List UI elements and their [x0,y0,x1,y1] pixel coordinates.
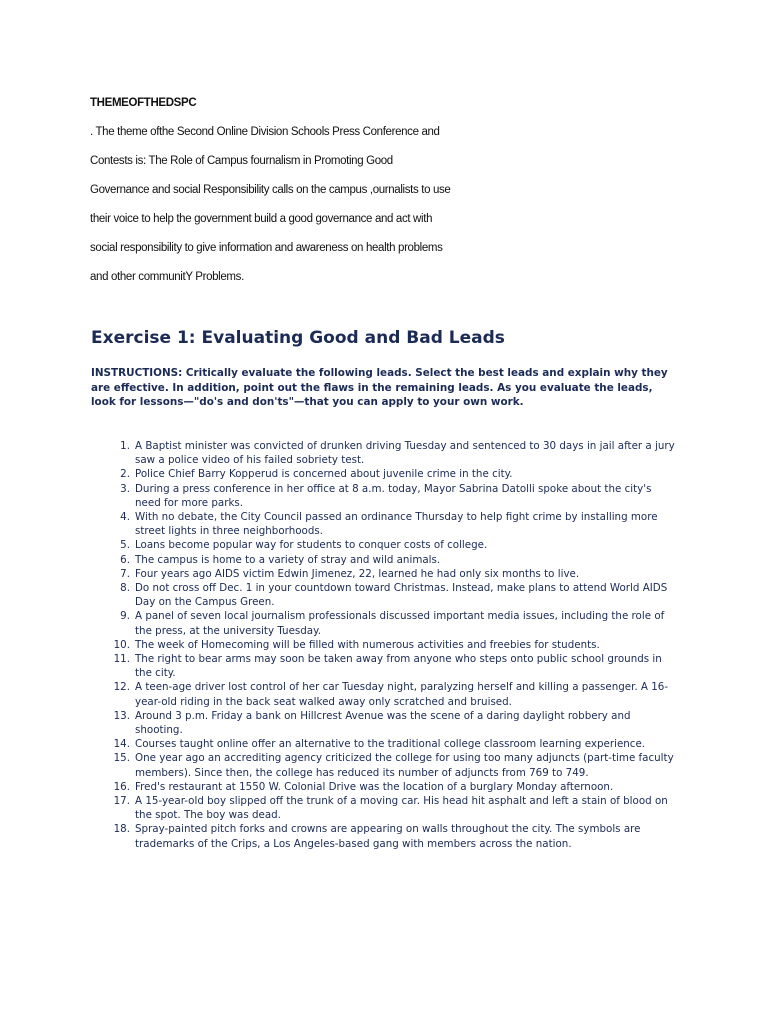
theme-section [90,96,530,299]
instructions-paragraph: INSTRUCTIONS: Critically evaluate the following leads. Select the best leads and explain why they are effective. In addition, point out the flaws in the remaining leads. As you evaluate the leads, look for lessons—"do's and don'ts"—that you can apply to your own work. [91,367,668,408]
list-item-number: 11. [113,653,130,666]
list-item-text: Courses taught online offer an alternative to the traditional college classroom learning experience. [135,738,646,751]
list-item [95,680,680,708]
list-item-number: 1. [120,440,130,452]
list-item-text: With no debate, the City Council passed an ordinance Thursday to help fight crime by installing more street lights in three neighborhoods. [135,511,658,538]
list-item-number: 18. [113,823,130,836]
exercise-title: Exercise 1: Evaluating Good and Bad Leads [91,328,505,348]
list-item-text: Loans become popular way for students to conquer costs of college. [135,539,488,552]
list-item-number: 15. [113,752,130,765]
list-item [95,538,680,552]
list-item-text: Do not cross off Dec. 1 in your countdown toward Christmas. Instead, make plans to attend World AIDS Day on the Campus Green. [135,582,668,609]
list-item [95,439,680,467]
list-item-number: 8. [120,582,130,595]
list-item-number: 7. [120,567,130,580]
list-item [95,467,680,481]
list-item-text: One year ago an accrediting agency criticized the college for using too many adjuncts (part-time faculty members). Since then, the college has reduced its number of adjuncts from 769 to 749. [135,752,674,779]
list-item-text: A panel of seven local journalism professionals discussed important media issues, including the role of the press, at the university Tuesday. [135,610,665,637]
list-item-number: 16. [113,780,130,793]
list-item [95,567,680,581]
list-item [95,794,680,822]
list-item-number: 13. [113,709,130,722]
list-item [95,737,680,751]
list-item-text: During a press conference in her office at 8 a.m. today, Mayor Sabrina Datolli spoke about the city's need for more parks. [135,482,652,509]
list-item [95,822,680,850]
list-item [95,780,680,794]
list-item [95,751,680,779]
list-item-number: 5. [120,539,130,552]
list-item-number: 2. [120,468,130,481]
list-item-text: Around 3 p.m. Friday a bank on Hillcrest Avenue was the scene of a daring daylight robbery and shooting. [135,709,631,737]
list-item-number: 9. [120,610,130,623]
list-item-number: 3. [120,482,130,495]
theme-line: social responsibility to give information and awareness on health problems [90,242,443,254]
theme-line: their voice to help the government build a good governance and act with [90,213,433,225]
list-item-text: Fred's restaurant at 1550 W. Colonial Drive was the location of a burglary Monday afternoon. [135,780,614,793]
list-item-number: 4. [120,511,130,524]
theme-line: and other communitY Problems. [90,271,244,283]
list-item-text: Four years ago AIDS victim Edwin Jimenez, 22, learned he had only six months to live. [135,567,580,580]
list-item-text: A Baptist minister was convicted of drunken driving Tuesday and sentenced to 30 days in jail after a jury saw a police video of his failed sobriety test. [135,440,675,467]
list-item [95,510,680,538]
list-item-text: The campus is home to a variety of stray and wild animals. [135,553,441,566]
list-item-text: Spray-painted pitch forks and crowns are appearing on walls throughout the city. The symbols are trademarks of the Crips, a Los Angeles-based gang with members across the nation. [135,823,641,850]
list-item [95,553,680,567]
list-item [95,609,680,637]
exercise-section [91,326,691,410]
leads-list [95,439,680,851]
list-item-number: 10. [113,638,130,651]
list-item-number: 12. [113,681,130,694]
list-item [95,581,680,609]
list-item-number: 17. [113,795,130,808]
theme-line: Contests is: The Role of Campus fournalism in Promoting Good [90,155,393,167]
list-item [95,482,680,510]
list-item-number: 6. [120,553,130,566]
theme-heading: THEMEOFTHEDSPC [90,97,197,109]
list-item-number: 14. [113,738,130,751]
list-item-text: A teen-age driver lost control of her car Tuesday night, paralyzing herself and killing a passenger. A 16-year-old riding in the back seat walked away only scratched and bruised. [135,681,669,708]
list-item-text: The right to bear arms may soon be taken away from anyone who steps onto public school grounds in the city. [135,653,662,680]
list-item [95,652,680,680]
list-item [95,709,680,737]
list-item-text: The week of Homecoming will be filled with numerous activities and freebies for students. [135,638,600,651]
list-item-text: Police Chief Barry Kopperud is concerned about juvenile crime in the city. [135,468,513,481]
theme-line: . The theme ofthe Second Online Division Schools Press Conference and [90,126,440,138]
theme-line: Governance and social Responsibility calls on the campus ,ournalists to use [90,184,451,196]
list-item-text: A 15-year-old boy slipped off the trunk of a moving car. His head hit asphalt and left a stain of blood on the spot. The boy was dead. [135,795,668,822]
list-item [95,638,680,652]
